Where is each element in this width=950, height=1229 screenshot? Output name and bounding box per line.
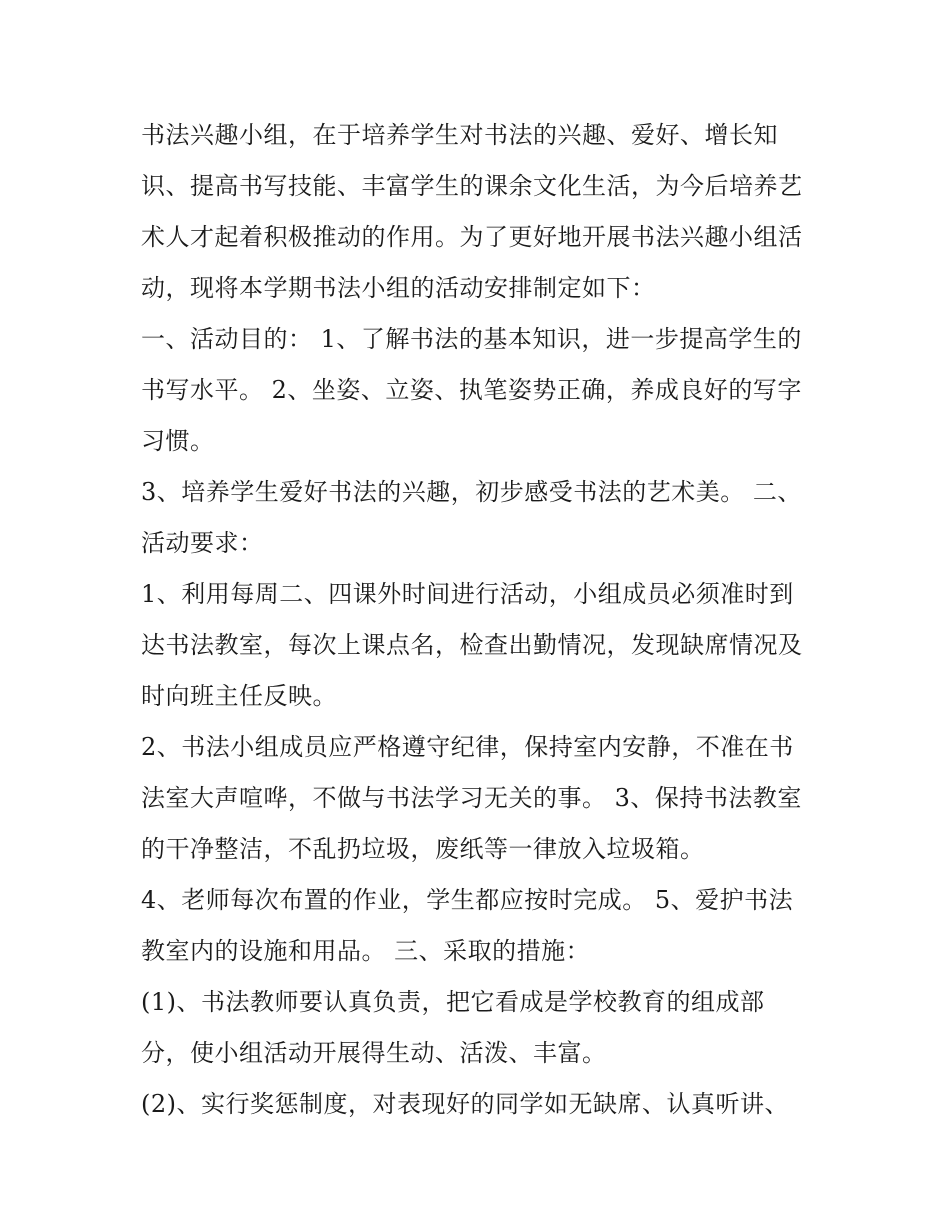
text-line: 4、老师每次布置的作业，学生都应按时完成。 5、爱护书法: [141, 886, 794, 914]
text-line: 术人才起着积极推动的作用。为了更好地开展书法兴趣小组活: [141, 223, 803, 251]
text-line: 活动要求：: [141, 529, 264, 557]
text-line: (1)、书法教师要认真负责，把它看成是学校教育的组成部: [141, 988, 765, 1016]
text-line: 一、活动目的： 1、了解书法的基本知识，进一步提高学生的: [141, 325, 802, 353]
text-line: 动，现将本学期书法小组的活动安排制定如下：: [141, 274, 656, 302]
text-line: 2、书法小组成员应严格遵守纪律，保持室内安静，不准在书: [141, 733, 794, 761]
text-line: 3、培养学生爱好书法的兴趣，初步感受书法的艺术美。 二、: [141, 478, 802, 506]
text-line: 法室大声喧哗，不做与书法学习无关的事。 3、保持书法教室: [141, 784, 802, 812]
text-line: 的干净整洁，不乱扔垃圾，废纸等一律放入垃圾箱。: [141, 835, 705, 863]
text-line: 时向班主任反映。: [141, 682, 337, 710]
body-text: [141, 110, 841, 1130]
text-line: 书法兴趣小组，在于培养学生对书法的兴趣、爱好、增长知: [141, 121, 778, 149]
text-line: 达书法教室，每次上课点名，检查出勤情况，发现缺席情况及: [141, 631, 803, 659]
text-line: 书写水平。 2、坐姿、立姿、执笔姿势正确，养成良好的写字: [141, 376, 802, 404]
text-line: 习惯。: [141, 427, 215, 455]
text-line: 分，使小组活动开展得生动、活泼、丰富。: [141, 1039, 607, 1067]
text-line: (2)、实行奖惩制度，对表现好的同学如无缺席、认真听讲、: [141, 1090, 789, 1118]
text-line: 教室内的设施和用品。 三、采取的措施：: [141, 937, 591, 965]
text-line: 识、提高书写技能、丰富学生的课余文化生活，为今后培养艺: [141, 172, 803, 200]
text-line: 1、利用每周二、四课外时间进行活动，小组成员必须准时到: [141, 580, 794, 608]
